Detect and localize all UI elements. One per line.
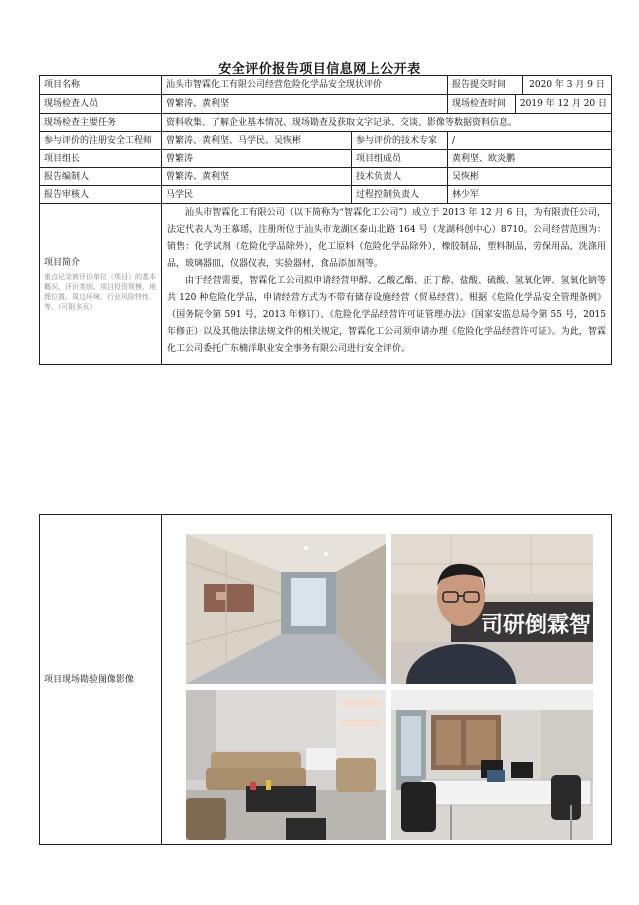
inspect-time-value: 2019 年 12 月 20 日: [519, 99, 608, 109]
engineers-value: 曾繁涛、黄利坚、马学民、吴恢彬: [162, 132, 352, 150]
writers-value: 曾繁涛、黄利坚: [162, 168, 352, 186]
members-value: 黄利坚、欧炎鹏: [448, 150, 612, 168]
photos-label: 项目现场勘验图像影像: [40, 515, 162, 845]
tech-lead-value: 吴恢彬: [448, 168, 612, 186]
submit-time-label: 报告提交时间: [448, 76, 523, 94]
photo-table: [39, 514, 612, 845]
leader-value: 曾繁涛: [162, 150, 352, 168]
intro-label: 项目简介: [44, 258, 81, 268]
info-table: [39, 75, 612, 365]
photos-cell: [162, 515, 612, 845]
page-title: 安全评价报告项目信息网上公开表: [218, 62, 421, 77]
table-row: [40, 76, 612, 95]
project-name-label: 项目名称: [40, 76, 162, 95]
project-name-value: 汕头市智霖化工有限公司经营危险化学品安全现状评价: [162, 76, 448, 95]
leader-label: 项目组长: [40, 150, 162, 168]
submit-time-value: 2020 年 3 月 9 日: [529, 80, 605, 90]
selfie-photo: [391, 534, 593, 684]
engineers-label: 参与评价的注册安全工程师: [40, 132, 162, 150]
inspectors-label: 现场检查人员: [40, 95, 162, 114]
inspectors-value: 曾繁涛、黄利坚: [162, 95, 448, 114]
table-row: [40, 95, 612, 114]
table-row: [40, 186, 612, 204]
members-label: 项目组成员: [352, 150, 448, 168]
experts-value: /: [448, 132, 612, 150]
intro-text: [162, 204, 612, 365]
tech-lead-label: 技术负责人: [352, 168, 448, 186]
table-row: [40, 515, 612, 845]
writers-label: 报告编制人: [40, 168, 162, 186]
reviewer-label: 报告审核人: [40, 186, 162, 204]
intro-paragraph-1: 汕头市智霖化工有限公司（以下简称为“智霖化工公司”）成立于 2013 年 12 月 6 日，为有限责任公司，法定代表人为王慕瑶，注册所位于汕头市龙湖区泰山北路 164 号（龙湖科创中心）8710。公司经营范围为：销售：化学试剂（危险化学品除外），化工原料（危险化学品除外），橡胶制品，塑料制品，劳保用品，洗涤用品，玻璃器皿，仪器仪表，实验器材，食品添加剂等。: [167, 208, 607, 269]
experts-label: 参与评价的技术专家: [352, 132, 448, 150]
reviewer-value: 马学民: [162, 186, 352, 204]
tasks-label: 现场检查主要任务: [40, 114, 162, 132]
tasks-value: 资料收集、了解企业基本情况、现场勘查及获取文字记录、交谈、影像等数据资料信息。: [162, 114, 612, 132]
intro-hint: 重点记录被评价单位（项目）的基本概况、评价类别、项目投资规模、地理位置、周边环境、行业风险特性等。（可附多页）: [44, 273, 156, 311]
table-row: [40, 132, 612, 150]
lounge-photo: [186, 690, 386, 840]
corridor-photo: [186, 534, 386, 684]
table-row: [40, 150, 612, 168]
process-lead-label: 过程控制负责人: [352, 186, 448, 204]
intro-paragraph-2: 由于经营需要，智霖化工公司拟申请经营甲醇、乙酸乙酯、正丁醇、盐酸、硫酸、氢氧化钾、氢氧化钠等共 120 种危险化学品，申请经营方式为不带有储存设施经营（贸易经营）。根据《危险化学品安全管理条例》（国务院令第 591 号，2013 年修订）、《危险化学品经营许可证管理办法》（国家安监总局令第 55 号，2015 年修正）以及其他法律法规文件的相关规定，智霖化工公司须申请办理《危险化学品经营许可证》。为此，智霖化工公司委托广东楠洋职业安全事务有限公司进行安全评价。: [167, 276, 607, 354]
table-row: [40, 204, 612, 365]
table-row: [40, 114, 612, 132]
process-lead-value: 林少军: [448, 186, 612, 204]
sign-text: 司研倒霖智: [480, 612, 591, 638]
inspect-time-label: 现场检查时间: [448, 95, 516, 113]
office-photo: [391, 690, 593, 840]
table-row: [40, 168, 612, 186]
